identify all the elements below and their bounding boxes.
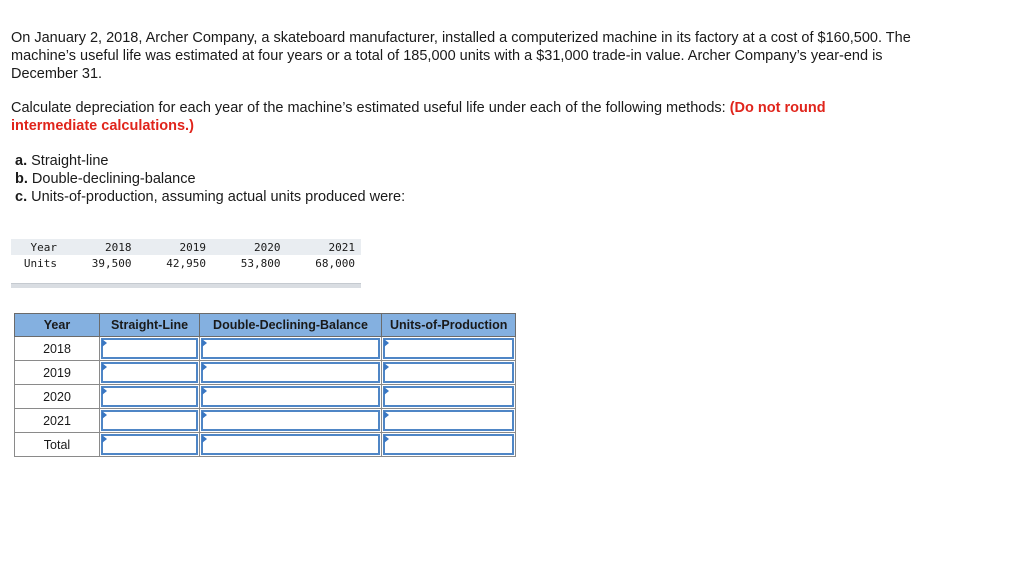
cell-marker-icon (384, 387, 389, 395)
units-year: 2020 (212, 239, 287, 255)
header-straight-line: Straight-Line (100, 314, 200, 337)
cell-marker-icon (102, 339, 107, 347)
straight-line-input[interactable] (100, 385, 200, 409)
cell-marker-icon (202, 387, 207, 395)
method-item (15, 188, 405, 206)
units-of-production-input[interactable] (382, 409, 516, 433)
units-row-label-year: Year (11, 239, 63, 255)
units-of-production-input[interactable] (382, 361, 516, 385)
straight-line-input[interactable] (100, 337, 200, 361)
method-text: Double-declining-balance (31, 171, 196, 187)
table-row (15, 433, 516, 457)
cell-marker-icon (384, 339, 389, 347)
method-letter: b. (15, 171, 28, 187)
row-total-label: Total (15, 433, 100, 457)
methods-list (15, 152, 405, 206)
units-of-production-input[interactable] (382, 385, 516, 409)
method-text: Straight-line (31, 153, 109, 169)
table-row (15, 409, 516, 433)
ddb-input[interactable] (200, 409, 382, 433)
units-value: 53,800 (240, 256, 281, 270)
table-row (15, 337, 516, 361)
cell-marker-icon (102, 387, 107, 395)
units-year: 2019 (138, 239, 213, 255)
cell-marker-icon (202, 339, 207, 347)
row-year-label: 2018 (15, 337, 100, 361)
units-of-production-total-input[interactable] (382, 433, 516, 457)
row-year-label: 2021 (15, 409, 100, 433)
ddb-input[interactable] (200, 385, 382, 409)
table-row (15, 385, 516, 409)
ddb-total-input[interactable] (200, 433, 382, 457)
units-value: 42,950 (166, 256, 206, 270)
instruction-note: (Do not round intermediate calculations.) (11, 100, 826, 134)
straight-line-total-input[interactable] (100, 433, 200, 457)
cell-marker-icon (384, 363, 389, 371)
units-value: 39,500 (91, 256, 132, 270)
cell-marker-icon (102, 411, 107, 419)
units-of-production-input[interactable] (382, 337, 516, 361)
cell-marker-icon (102, 435, 107, 443)
straight-line-input[interactable] (100, 361, 200, 385)
cell-marker-icon (202, 435, 207, 443)
cell-marker-icon (384, 411, 389, 419)
header-year: Year (15, 314, 100, 337)
header-double-declining-balance: Double-Declining-Balance (200, 314, 382, 337)
units-table-divider (11, 283, 361, 288)
method-text: Units-of-production, assuming actual units produced were: (31, 189, 406, 205)
units-row-label-units: Units (23, 256, 57, 270)
units-produced-table (11, 239, 361, 288)
instruction-text: Calculate depreciation for each year of the machine’s estimated useful life under each of the following methods: (11, 100, 726, 116)
method-item (15, 152, 405, 170)
cell-marker-icon (102, 363, 107, 371)
method-letter: a. (15, 153, 28, 169)
depreciation-answer-table (14, 313, 516, 457)
cell-marker-icon (202, 363, 207, 371)
intro-paragraph: On January 2, 2018, Archer Company, a skateboard manufacturer, installed a computerized machine in its factory at a cost of $160,500. The machine’s useful life was estimated at four years or a total of 185,000 units with a $31,000 trade-in value. Archer Company’s year-end is December 31. (11, 30, 911, 82)
units-year: 2018 (63, 239, 138, 255)
method-letter: c. (15, 189, 28, 205)
method-item (15, 170, 405, 188)
ddb-input[interactable] (200, 361, 382, 385)
row-year-label: 2019 (15, 361, 100, 385)
units-year: 2021 (287, 239, 362, 255)
cell-marker-icon (384, 435, 389, 443)
header-units-of-production: Units-of-Production (382, 314, 516, 337)
units-value: 68,000 (315, 256, 355, 270)
straight-line-input[interactable] (100, 409, 200, 433)
cell-marker-icon (202, 411, 207, 419)
row-year-label: 2020 (15, 385, 100, 409)
table-row (15, 361, 516, 385)
instruction-paragraph (11, 99, 911, 135)
ddb-input[interactable] (200, 337, 382, 361)
